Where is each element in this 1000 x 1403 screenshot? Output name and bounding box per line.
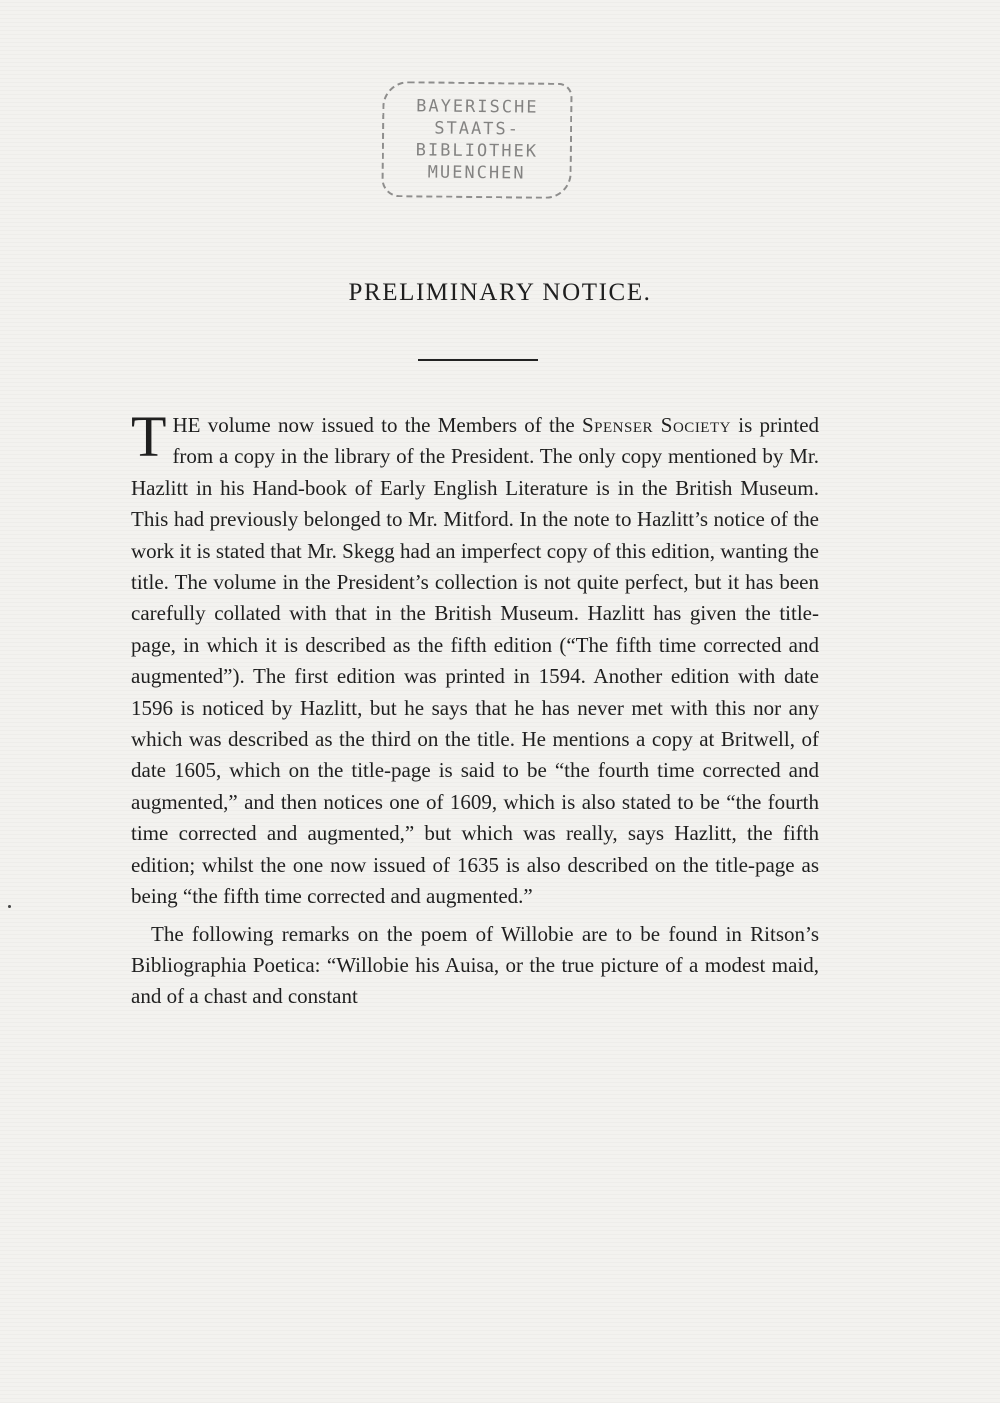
paragraph-1-text: is printed from a copy in the library of the President. The only copy mentioned by Mr. Hazlitt in his Hand-book of Early English Literature is in the British Museum. This had previously belonged to Mr. Mitford. In the note to Hazlitt’s notice of the work it is stated that Mr. Skegg had an imperfect copy of this edition, wanting the title. The volume in the President’s collection is not quite perfect, but it has been carefully collated with that in the British Museum. Hazlitt has given the title-page, in which it is described as the fifth edition (“The fifth time corrected and augmented”). The first edition was printed in 1594. Another edition with date 1596 is noticed by Hazlitt, but he says that he has never met with this nor any which was described as the third on the title. He mentions a copy at Britwell, of date 1605, which on the title-page is said to be “the fourth time corrected and augmented,” and then notices one of 1609, which is also stated to be “the fourth time corrected and augmented,” but which was really, says Hazlitt, the fifth edition; whilst the one now issued of 1635 is also described on the title-page as being “the fifth time corrected and augmented.” — [131, 413, 820, 909]
drop-cap: T — [131, 404, 167, 469]
page-title: PRELIMINARY NOTICE. — [348, 279, 652, 306]
stamp-line-2: STAATS- — [434, 118, 521, 140]
margin-mark — [8, 905, 11, 908]
paragraph-2-text: The following remarks on the poem of Willobie are to be found in Ritson’s Bibliographia Poetica: “Willobie his Auisa, or the true picture of a modest maid, and of a chast and constant — [131, 921, 819, 1009]
paragraph-1 — [131, 404, 820, 913]
title-rule — [418, 359, 538, 361]
stamp-line-4: MUENCHEN — [427, 162, 526, 184]
stamp-line-3: BIBLIOTHEK — [415, 140, 539, 162]
stamp-line-1: BAYERISCHE — [416, 96, 539, 118]
paragraph-1-lead: HE volume now issued to the Members of the — [172, 413, 575, 437]
spenser-society-smallcaps: Spenser Society — [582, 413, 731, 437]
paragraph-2 — [131, 919, 819, 1013]
library-stamp — [381, 81, 572, 199]
notice-body — [131, 404, 820, 1013]
